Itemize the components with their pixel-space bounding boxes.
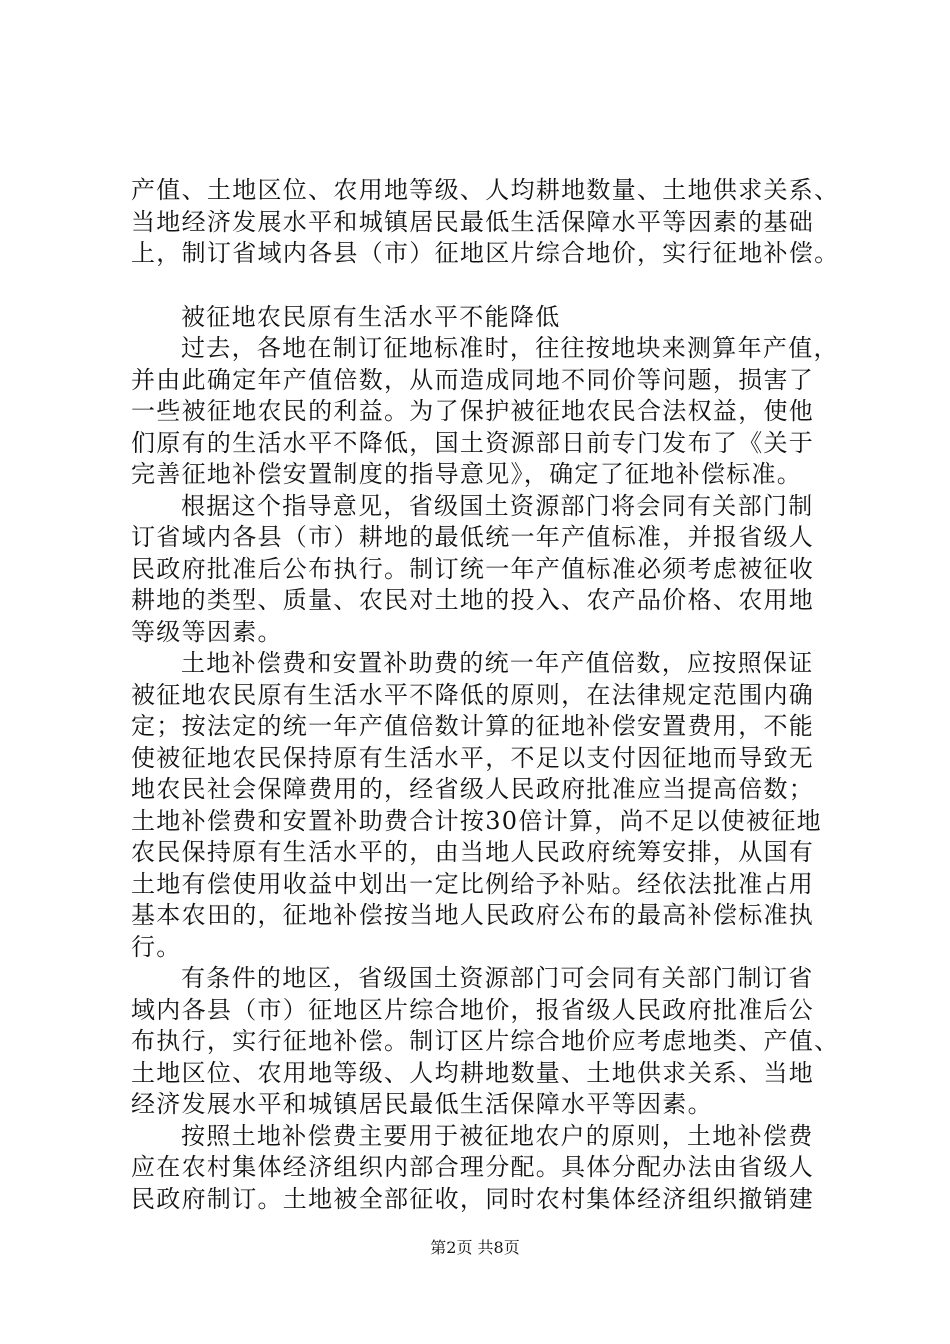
text-line: 应在农村集体经济组织内部合理分配。具体分配办法由省级人 (131, 1153, 815, 1181)
lead-paragraph (131, 175, 841, 270)
text-line: 过去，各地在制订征地标准时，往往按地块来测算年产值， (181, 334, 839, 362)
text-line: 民政府制订。土地被全部征收，同时农村集体经济组织撤销建 (131, 1184, 815, 1213)
text-line: 们原有的生活水平不降低，国土资源部日前专门发布了《关于 (131, 428, 815, 457)
paragraph-distribution (131, 1121, 841, 1216)
text-line: 被征地农民原有生活水平不降低的原则，在法律规定范围内确 (131, 680, 815, 709)
text-line: 完善征地补偿安置制度的指导意见》，确定了征地补偿标准。 (131, 460, 803, 488)
text-line: 土地区位、农用地等级、人均耕地数量、土地供求关系、当地 (131, 1058, 815, 1087)
text-line: 行。 (131, 932, 182, 961)
paragraph-past-practice (131, 333, 841, 491)
text-line: 等级等因素。 (131, 617, 283, 646)
text-line: 经济发展水平和城镇居民最低生活保障水平等因素。 (131, 1090, 713, 1118)
text-line: 基本农田的，征地补偿按当地人民政府公布的最高补偿标准执 (131, 901, 815, 929)
paragraph-guidance (131, 491, 841, 649)
text-line: 民政府批准后公布执行。制订统一年产值标准必须考虑被征收 (131, 554, 815, 583)
text-line: 产值、土地区位、农用地等级、人均耕地数量、土地供求关系、 (131, 176, 840, 204)
document-body (131, 175, 841, 1215)
text-line: 根据这个指导意见，省级国土资源部门将会同有关部门制 (181, 491, 814, 520)
text-line: 地农民社会保障费用的，经省级人民政府批准应当提高倍数； (131, 775, 815, 803)
text-line: 定；按法定的统一年产值倍数计算的征地补偿安置费用，不能 (131, 712, 815, 740)
text-line: 土地有偿使用收益中划出一定比例给予补贴。经依法批准占用 (131, 869, 815, 898)
text-line: 按照土地补偿费主要用于被征地农户的原则，土地补偿费 (181, 1121, 814, 1150)
text-line: 上，制订省域内各县（市）征地区片综合地价，实行征地补偿。 (131, 239, 840, 267)
text-line: 域内各县（市）征地区片综合地价，报省级人民政府批准后公 (131, 995, 815, 1024)
text-line: 并由此确定年产值倍数，从而造成同地不同价等问题，损害了 (131, 365, 815, 394)
text-line: 布执行，实行征地补偿。制订区片综合地价应考虑地类、产值、 (131, 1027, 840, 1055)
text-line: 当地经济发展水平和城镇居民最低生活保障水平等因素的基础 (131, 207, 815, 236)
paragraph-zone-pricing (131, 963, 841, 1121)
text-line: 订省域内各县（市）耕地的最低统一年产值标准，并报省级人 (131, 523, 815, 551)
text-line: 农民保持原有生活水平的，由当地人民政府统筹安排，从国有 (131, 838, 815, 866)
paragraph-multiplier (131, 648, 841, 963)
text-line: 一些被征地农民的利益。为了保护被征地农民合法权益，使他 (131, 397, 815, 425)
text-line: 土地补偿费和安置补助费的统一年产值倍数，应按照保证 (181, 649, 814, 677)
text-line: 有条件的地区，省级国土资源部门可会同有关部门制订省 (181, 964, 814, 992)
text-line: 土地补偿费和安置补助费合计按30倍计算，尚不足以使被征地 (131, 806, 822, 835)
section-heading: 被征地农民原有生活水平不能降低 (181, 302, 561, 331)
text-line: 使被征地农民保持原有生活水平，不足以支付因征地而导致无 (131, 743, 815, 772)
paragraph-spacer (131, 270, 841, 302)
page-number-footer: 第2页 共8页 (430, 1238, 520, 1257)
text-line: 耕地的类型、质量、农民对土地的投入、农产品价格、农用地 (131, 586, 815, 614)
